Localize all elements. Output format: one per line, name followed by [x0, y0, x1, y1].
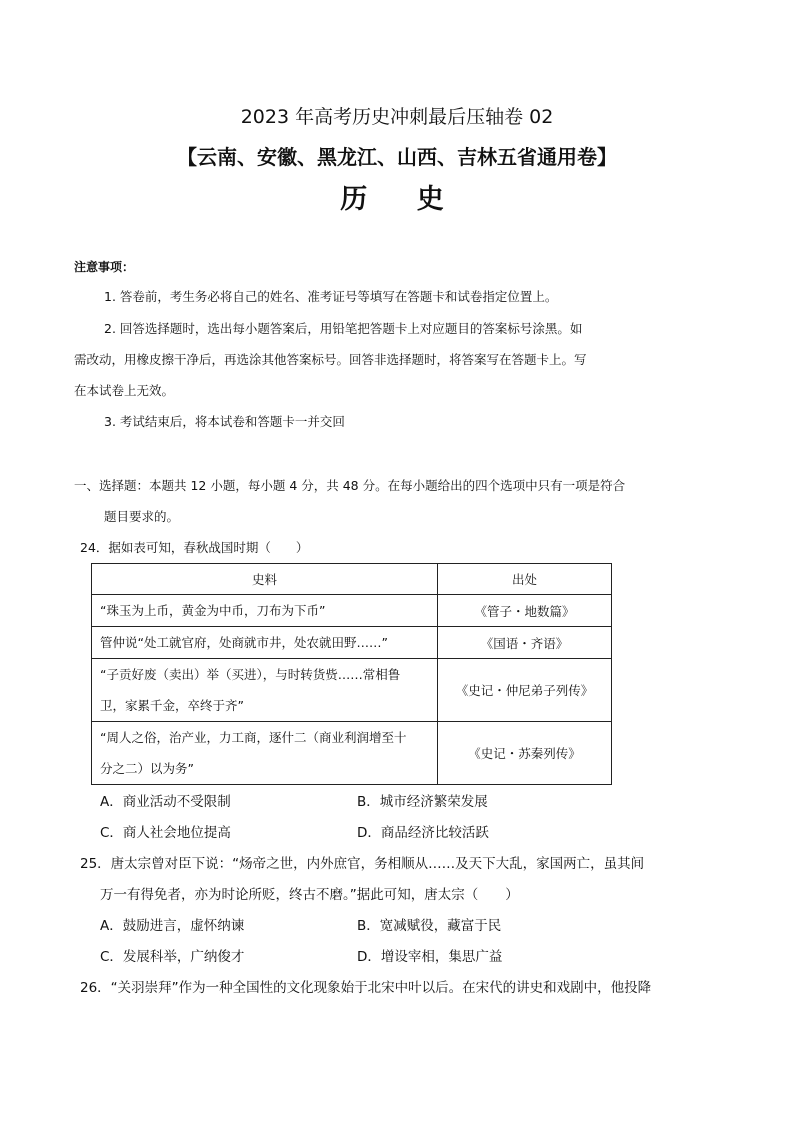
question-25-option-c[interactable]: C．发展科举，广纳俊才: [100, 949, 245, 965]
section-heading-line-1: 一、选择题：本题共 12 小题，每小题 4 分，共 48 分。在每小题给出的四个选项中只有一项是符合: [74, 478, 626, 493]
table-cell-text: 分之二）以为务”: [100, 761, 194, 776]
table-cell-text: 管仲说“处工就官府，处商就市井，处农就田野……”: [100, 635, 388, 650]
table-cell-text: “周人之俗，治产业，力工商，逐什二（商业利润增至十: [100, 730, 407, 745]
source-table: [91, 563, 612, 785]
question-24-option-d[interactable]: D．商品经济比较活跃: [357, 825, 489, 841]
notice-heading: 注意事项：: [74, 260, 135, 274]
table-cell-source: 《国语・齐语》: [438, 627, 612, 659]
notice-item-2-line-3: 在本试卷上无效。: [74, 383, 175, 398]
notice-item-2-line-1: 2. 回答选择题时，选出每小题答案后，用铅笔把答题卡上对应题目的答案标号涂黑。如: [104, 321, 583, 336]
table-header-source-text: 史料: [92, 564, 438, 595]
table-header-origin: 出处: [438, 564, 612, 595]
table-cell-source: 《史记・苏秦列传》: [438, 722, 612, 785]
table-row: [92, 595, 612, 627]
exam-title: 2023 年高考历史冲刺最后压轴卷 02: [240, 106, 554, 128]
question-24-option-c[interactable]: C．商人社会地位提高: [100, 825, 231, 841]
question-24-option-b[interactable]: B．城市经济繁荣发展: [357, 794, 488, 810]
question-25-option-a[interactable]: A．鼓励进言，虚怀纳谏: [100, 918, 245, 934]
table-row: [92, 627, 612, 659]
question-24-stem: 24．据如表可知，春秋战国时期（ ）: [80, 540, 309, 555]
subject-title: 历 史: [340, 184, 464, 215]
table-cell-source: 《史记・仲尼弟子列传》: [438, 659, 612, 722]
question-25-option-b[interactable]: B．宽减赋役，藏富于民: [357, 918, 502, 934]
question-26-stem-line-1: 26．“关羽崇拜”作为一种全国性的文化现象始于北宋中叶以后。在宋代的讲史和戏剧中，他投降: [80, 980, 652, 996]
exam-subtitle: 【云南、安徽、黑龙江、山西、吉林五省通用卷】: [177, 145, 617, 169]
table-row: [92, 659, 612, 722]
table-cell-text: “子贡好废（卖出）举（买进），与时转货赀……常相鲁: [100, 667, 401, 682]
question-24-option-a[interactable]: A．商业活动不受限制: [100, 794, 231, 810]
question-25-option-d[interactable]: D．增设宰相，集思广益: [357, 949, 503, 965]
notice-item-3: 3. 考试结束后，将本试卷和答题卡一并交回: [104, 414, 345, 429]
table-cell-source: 《管子・地数篇》: [438, 595, 612, 627]
notice-item-2-line-2: 需改动，用橡皮擦干净后，再选涂其他答案标号。回答非选择题时，将答案写在答题卡上。写: [74, 352, 587, 367]
notice-item-1: 1. 答卷前，考生务必将自己的姓名、准考证号等填写在答题卡和试卷指定位置上。: [104, 289, 558, 304]
question-25-stem-line-2: 万一有得免者，亦为时论所贬，终古不磨。”据此可知，唐太宗（ ）: [100, 887, 519, 903]
question-25-stem-line-1: 25．唐太宗曾对臣下说：“炀帝之世，内外庶官，务相顺从……及天下大乱，家国两亡，虽其间: [80, 856, 645, 872]
section-heading-line-2: 题目要求的。: [104, 509, 180, 524]
table-cell-text: “珠玉为上币，黄金为中币，刀布为下币”: [100, 603, 326, 618]
table-row: [92, 722, 612, 785]
table-cell-text: 卫，家累千金，卒终于齐”: [100, 698, 244, 713]
